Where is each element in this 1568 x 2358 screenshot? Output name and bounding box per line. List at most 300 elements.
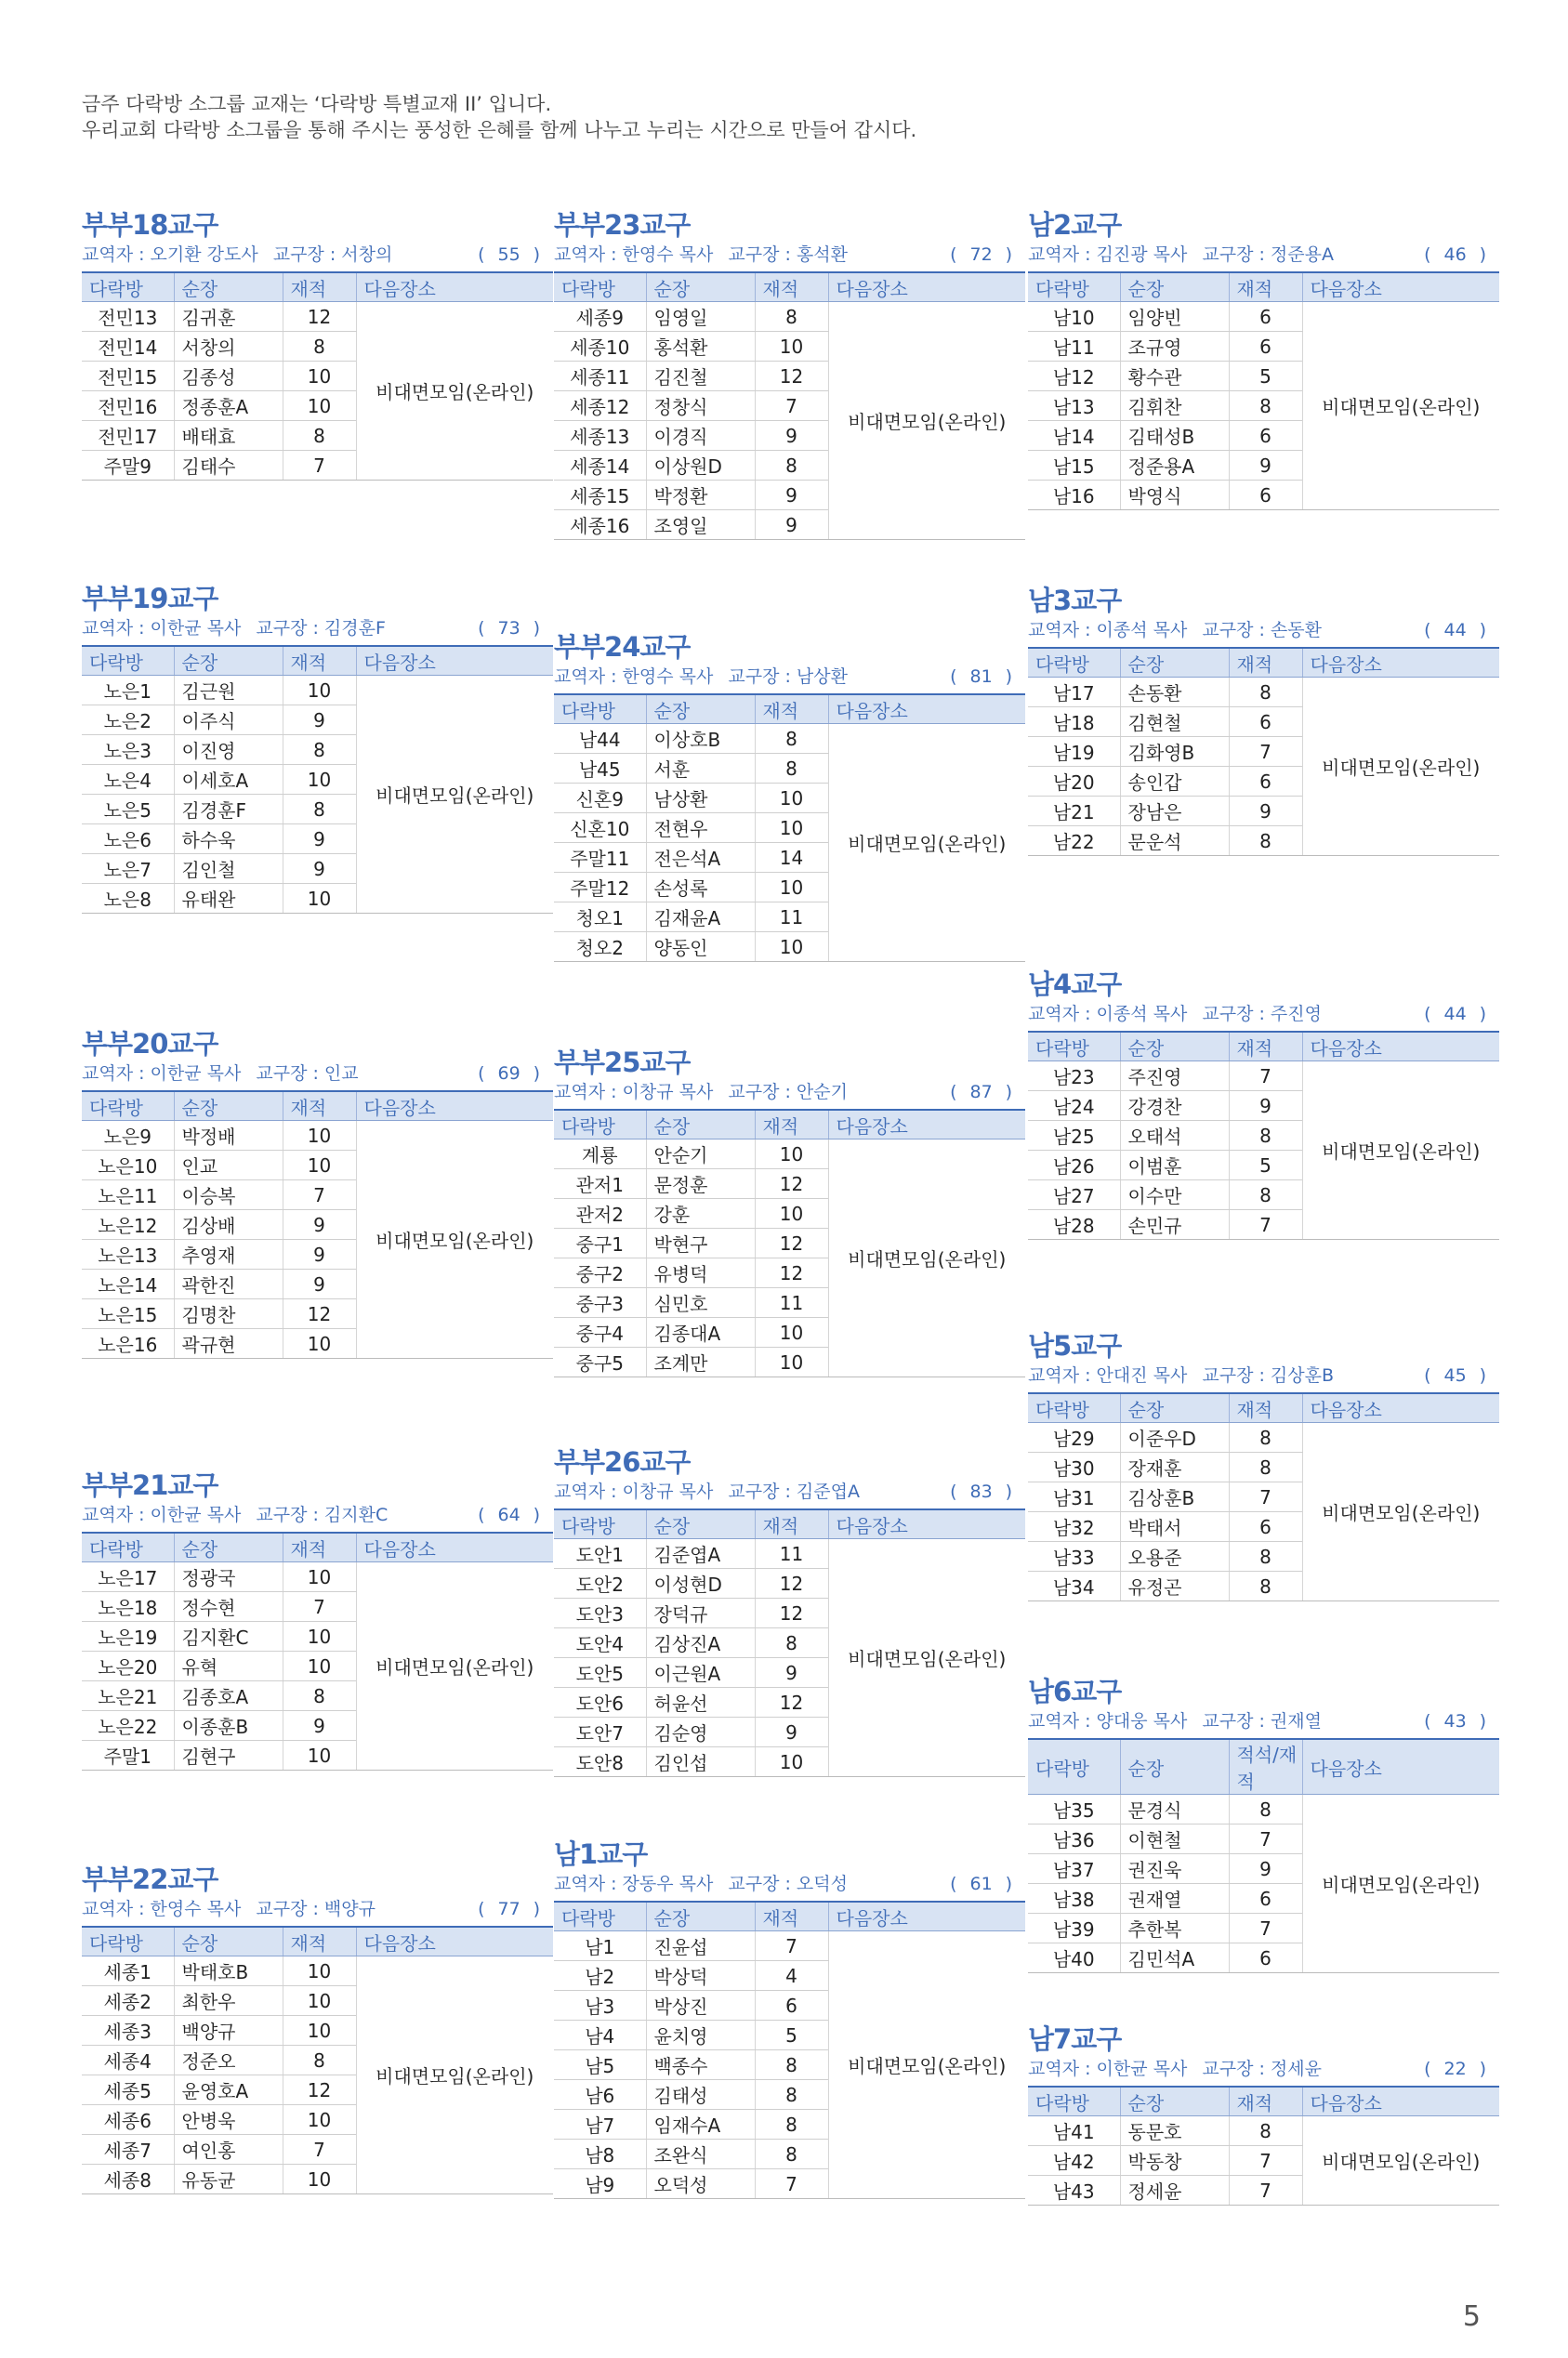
leader-cell: 유정곤: [1120, 1572, 1229, 1601]
district-title: 남7교구: [1028, 2023, 1122, 2055]
header-leader: 순장: [174, 272, 283, 302]
leader-label: 교구장 :: [728, 1482, 797, 1502]
group-name: 남43: [1028, 2176, 1120, 2206]
leader-cell: 김진철: [646, 362, 755, 391]
next-place: 비대면모임(온라인): [356, 1562, 553, 1771]
header-members: 적석/재적: [1229, 1739, 1302, 1795]
members-cell: 10: [283, 1151, 356, 1180]
members-cell: 8: [1229, 1572, 1302, 1601]
pastor-name: 이한균 목사: [150, 1505, 242, 1525]
group-name: 세종7: [82, 2135, 174, 2165]
leader-name: 김준엽A: [796, 1482, 860, 1502]
group-name: 세종2: [82, 1986, 174, 2016]
table-header-row: [82, 1533, 553, 1562]
header-leader: 순장: [174, 1533, 283, 1562]
leader-cell: 남상환: [646, 784, 755, 813]
members-cell: 10: [755, 813, 828, 843]
group-name: 남30: [1028, 1453, 1120, 1482]
count-value: 45: [1443, 1365, 1467, 1386]
group-name: 도안4: [554, 1628, 646, 1658]
count-value: 64: [497, 1505, 520, 1525]
count-close-paren: ): [1005, 666, 1012, 687]
members-cell: 10: [283, 2165, 356, 2194]
group-name: 남10: [1028, 302, 1120, 332]
next-place: 비대면모임(온라인): [1302, 678, 1499, 856]
leader-cell: 정종훈A: [174, 391, 283, 421]
count-open-paren: (: [1424, 244, 1431, 265]
group-name: 남16: [1028, 481, 1120, 510]
members-cell: 7: [1229, 737, 1302, 767]
table-header-row: [82, 646, 553, 676]
header-place: 다음장소: [828, 1509, 1025, 1539]
district-table: [1028, 271, 1499, 510]
member-count: [950, 242, 1012, 268]
leader-cell: 박상진: [646, 1991, 755, 2021]
group-name: 세종4: [82, 2046, 174, 2075]
group-name: 중구3: [554, 1288, 646, 1318]
group-name: 중구4: [554, 1318, 646, 1348]
count-open-paren: (: [950, 244, 957, 265]
district-title: 부부21교구: [82, 1469, 218, 1501]
district-title: 남6교구: [1028, 1676, 1122, 1707]
pastor-label: 교역자 :: [82, 1505, 151, 1525]
header-place: 다음장소: [828, 1902, 1025, 1931]
table-header-row: [1028, 1032, 1499, 1061]
table-header-row: [554, 1110, 1025, 1139]
next-place: 비대면모임(온라인): [828, 1139, 1025, 1377]
leader-cell: 조규영: [1120, 332, 1229, 362]
pastor-name: 장동우 목사: [622, 1874, 714, 1894]
pastor-name: 이한균 목사: [150, 1063, 242, 1084]
district-table: [82, 1926, 553, 2194]
count-close-paren: ): [1479, 1711, 1486, 1732]
group-name: 남28: [1028, 1210, 1120, 1240]
members-cell: 8: [1229, 391, 1302, 421]
group-name: 세종1: [82, 1956, 174, 1986]
group-name: 남36: [1028, 1824, 1120, 1854]
count-close-paren: ): [1479, 1004, 1486, 1024]
pastor-name: 안대진 목사: [1096, 1365, 1188, 1386]
members-cell: 10: [283, 1986, 356, 2016]
district-meta: [554, 242, 1025, 268]
leader-cell: 곽규현: [174, 1329, 283, 1359]
header-group: 다락방: [82, 1533, 174, 1562]
leader-cell: 박정환: [646, 481, 755, 510]
members-cell: 12: [283, 2075, 356, 2105]
group-name: 도안5: [554, 1658, 646, 1688]
leader-cell: 전현우: [646, 813, 755, 843]
group-name: 주말1: [82, 1741, 174, 1771]
count-value: 22: [1443, 2059, 1467, 2079]
leader-cell: 김태성: [646, 2080, 755, 2110]
group-name: 남5: [554, 2050, 646, 2080]
group-name: 남34: [1028, 1572, 1120, 1601]
group-name: 노은7: [82, 854, 174, 884]
members-cell: 11: [755, 902, 828, 932]
members-cell: 8: [755, 2080, 828, 2110]
group-name: 신혼10: [554, 813, 646, 843]
district-meta: [1028, 617, 1499, 643]
pastor-label: 교역자 :: [1028, 244, 1097, 265]
members-cell: 7: [1229, 2146, 1302, 2176]
members-cell: 7: [755, 2169, 828, 2199]
district-table: [1028, 1738, 1499, 1973]
count-open-paren: (: [478, 244, 485, 265]
leader-label: 교구장 :: [256, 1899, 324, 1919]
header-group: 다락방: [1028, 1393, 1120, 1423]
leader-cell: 심민호: [646, 1288, 755, 1318]
group-name: 세종10: [554, 332, 646, 362]
intro-line-1: 금주 다락방 소그룹 교재는 ‘다락방 특별교재 II’ 입니다.: [82, 93, 552, 115]
header-members: 재적: [1229, 1393, 1302, 1423]
group-name: 세종11: [554, 362, 646, 391]
leader-cell: 임재수A: [646, 2110, 755, 2140]
count-open-paren: (: [950, 1482, 957, 1502]
district-block: [1028, 1675, 1499, 1973]
header-group: 다락방: [1028, 1032, 1120, 1061]
group-name: 남13: [1028, 391, 1120, 421]
leader-name: 남상환: [796, 666, 848, 687]
pastor-name: 한영수 목사: [622, 666, 714, 687]
leader-label: 교구장 :: [256, 1063, 324, 1084]
pastor-name: 김진광 목사: [1096, 244, 1188, 265]
members-cell: 6: [1229, 1512, 1302, 1542]
header-group: 다락방: [554, 272, 646, 302]
leader-name: 백양규: [323, 1899, 376, 1919]
leader-cell: 하수욱: [174, 824, 283, 854]
member-count: [478, 1502, 540, 1528]
leader-cell: 정세윤: [1120, 2176, 1229, 2206]
group-name: 노은2: [82, 705, 174, 735]
count-value: 43: [1443, 1711, 1467, 1732]
leader-cell: 손동환: [1120, 678, 1229, 707]
members-cell: 6: [1229, 1943, 1302, 1973]
leader-cell: 양동인: [646, 932, 755, 962]
leader-cell: 오태석: [1120, 1121, 1229, 1151]
leader-cell: 조계만: [646, 1348, 755, 1377]
pastor-label: 교역자 :: [1028, 2059, 1097, 2079]
header-group: 다락방: [554, 1902, 646, 1931]
leader-cell: 송인갑: [1120, 767, 1229, 797]
leader-cell: 김인철: [174, 854, 283, 884]
leader-label: 교구장 :: [272, 244, 342, 265]
group-name: 전민15: [82, 362, 174, 391]
member-count: [1424, 242, 1486, 268]
table-row: [1028, 1795, 1499, 1824]
group-name: 남31: [1028, 1482, 1120, 1512]
header-place: 다음장소: [828, 694, 1025, 724]
next-place: 비대면모임(온라인): [356, 1956, 553, 2194]
leader-cell: 권진욱: [1120, 1854, 1229, 1884]
members-cell: 12: [283, 1299, 356, 1329]
next-place: 비대면모임(온라인): [1302, 1061, 1499, 1240]
district-title: 남2교구: [1028, 209, 1122, 241]
leader-cell: 서훈: [646, 754, 755, 784]
members-cell: 10: [283, 1956, 356, 1986]
members-cell: 10: [755, 1348, 828, 1377]
header-leader: 순장: [1120, 1739, 1229, 1795]
members-cell: 9: [1229, 1091, 1302, 1121]
members-cell: 10: [283, 1121, 356, 1151]
header-members: 재적: [1229, 648, 1302, 678]
leader-cell: 이세호A: [174, 765, 283, 795]
district-table: [1028, 1031, 1499, 1240]
group-name: 남20: [1028, 767, 1120, 797]
group-name: 노은8: [82, 884, 174, 914]
leader-cell: 정수현: [174, 1592, 283, 1622]
district-meta: [1028, 1363, 1499, 1389]
member-count: [1424, 617, 1486, 643]
group-name: 남14: [1028, 421, 1120, 451]
leader-cell: 박정배: [174, 1121, 283, 1151]
leader-cell: 이근원A: [646, 1658, 755, 1688]
group-name: 남42: [1028, 2146, 1120, 2176]
header-group: 다락방: [82, 1091, 174, 1121]
leader-cell: 정준오: [174, 2046, 283, 2075]
members-cell: 5: [1229, 1151, 1302, 1180]
group-name: 남19: [1028, 737, 1120, 767]
members-cell: 7: [1229, 1824, 1302, 1854]
members-cell: 7: [283, 2135, 356, 2165]
leader-name: 주진영: [1270, 1004, 1322, 1024]
header-leader: 순장: [1120, 2087, 1229, 2116]
leader-cell: 김상훈B: [1120, 1482, 1229, 1512]
members-cell: 9: [755, 1658, 828, 1688]
member-count: [950, 1079, 1012, 1105]
intro-text: [82, 91, 916, 143]
members-cell: 6: [755, 1991, 828, 2021]
header-leader: 순장: [174, 1091, 283, 1121]
leader-label: 교구장 :: [728, 666, 797, 687]
district-title: 남4교구: [1028, 968, 1122, 1000]
pastor-name: 이한균 목사: [150, 618, 242, 639]
members-cell: 12: [283, 302, 356, 332]
leader-cell: 황수관: [1120, 362, 1229, 391]
header-members: 재적: [1229, 2087, 1302, 2116]
group-name: 노은13: [82, 1240, 174, 1270]
members-cell: 12: [755, 1569, 828, 1599]
next-place: 비대면모임(온라인): [828, 724, 1025, 962]
leader-label: 교구장 :: [728, 244, 797, 265]
count-close-paren: ): [533, 1063, 540, 1084]
pastor-label: 교역자 :: [554, 244, 623, 265]
table-row: [1028, 1061, 1499, 1091]
group-name: 남45: [554, 754, 646, 784]
leader-cell: 김태성B: [1120, 421, 1229, 451]
header-place: 다음장소: [356, 1091, 553, 1121]
members-cell: 9: [283, 1210, 356, 1240]
group-name: 주말11: [554, 843, 646, 873]
member-count: [1424, 1001, 1486, 1027]
leader-name: 정준용A: [1270, 244, 1334, 265]
pastor-name: 한영수 목사: [622, 244, 714, 265]
count-close-paren: ): [533, 618, 540, 639]
group-name: 신혼9: [554, 784, 646, 813]
group-name: 세종5: [82, 2075, 174, 2105]
leader-cell: 추영재: [174, 1240, 283, 1270]
group-name: 전민13: [82, 302, 174, 332]
district-table: [554, 693, 1025, 962]
count-value: 83: [969, 1482, 993, 1502]
header-leader: 순장: [646, 1902, 755, 1931]
group-name: 중구5: [554, 1348, 646, 1377]
district-meta: [82, 1896, 553, 1922]
district-block: [554, 630, 1025, 962]
group-name: 남23: [1028, 1061, 1120, 1091]
leader-cell: 이범훈: [1120, 1151, 1229, 1180]
members-cell: 8: [755, 724, 828, 754]
members-cell: 10: [283, 2016, 356, 2046]
district-meta: [82, 615, 553, 641]
members-cell: 11: [755, 1539, 828, 1569]
pastor-label: 교역자 :: [554, 1874, 623, 1894]
leader-cell: 이성현D: [646, 1569, 755, 1599]
header-place: 다음장소: [1302, 2087, 1499, 2116]
leader-cell: 장덕규: [646, 1599, 755, 1628]
next-place: 비대면모임(온라인): [356, 302, 553, 481]
group-name: 남27: [1028, 1180, 1120, 1210]
count-value: 44: [1443, 1004, 1467, 1024]
leader-cell: 박상덕: [646, 1961, 755, 1991]
leader-label: 교구장 :: [1202, 2059, 1271, 2079]
members-cell: 8: [755, 2050, 828, 2080]
group-name: 노은11: [82, 1180, 174, 1210]
header-place: 다음장소: [1302, 1739, 1499, 1795]
group-name: 주말9: [82, 451, 174, 481]
header-group: 다락방: [554, 1110, 646, 1139]
members-cell: 10: [283, 391, 356, 421]
header-leader: 순장: [174, 1927, 283, 1956]
members-cell: 9: [283, 824, 356, 854]
header-leader: 순장: [1120, 272, 1229, 302]
leader-cell: 이준우D: [1120, 1423, 1229, 1453]
leader-cell: 이수만: [1120, 1180, 1229, 1210]
leader-cell: 안병욱: [174, 2105, 283, 2135]
members-cell: 10: [755, 1318, 828, 1348]
group-name: 세종12: [554, 391, 646, 421]
count-close-paren: ): [1479, 620, 1486, 640]
leader-cell: 김상배: [174, 1210, 283, 1240]
district-meta: [82, 242, 553, 268]
leader-cell: 박태호B: [174, 1956, 283, 1986]
leader-cell: 추한복: [1120, 1914, 1229, 1943]
leader-cell: 김근원: [174, 676, 283, 705]
group-name: 관저1: [554, 1169, 646, 1199]
header-group: 다락방: [554, 694, 646, 724]
intro-line-2: 우리교회 다락방 소그룹을 통해 주시는 풍성한 은혜를 함께 나누고 누리는 시간으로 만들어 갑시다.: [82, 119, 917, 141]
district-meta: [554, 664, 1025, 690]
members-cell: 7: [755, 1931, 828, 1961]
members-cell: 10: [755, 332, 828, 362]
group-name: 세종16: [554, 510, 646, 540]
header-group: 다락방: [1028, 648, 1120, 678]
group-name: 전민14: [82, 332, 174, 362]
group-name: 남29: [1028, 1423, 1120, 1453]
members-cell: 5: [1229, 362, 1302, 391]
group-name: 도안3: [554, 1599, 646, 1628]
table-header-row: [1028, 1739, 1499, 1795]
group-name: 남1: [554, 1931, 646, 1961]
count-value: 55: [497, 244, 520, 265]
member-count: [950, 1479, 1012, 1505]
members-cell: 8: [755, 754, 828, 784]
group-name: 남11: [1028, 332, 1120, 362]
members-cell: 10: [283, 884, 356, 914]
district-meta: [82, 1060, 553, 1087]
pastor-label: 교역자 :: [82, 1899, 151, 1919]
leader-cell: 이현철: [1120, 1824, 1229, 1854]
leader-cell: 문정훈: [646, 1169, 755, 1199]
group-name: 중구2: [554, 1258, 646, 1288]
group-name: 도안1: [554, 1539, 646, 1569]
group-name: 남22: [1028, 826, 1120, 856]
group-name: 남15: [1028, 451, 1120, 481]
members-cell: 8: [755, 302, 828, 332]
group-name: 청오1: [554, 902, 646, 932]
header-members: 재적: [1229, 1032, 1302, 1061]
header-group: 다락방: [82, 1927, 174, 1956]
next-place: 비대면모임(온라인): [356, 676, 553, 914]
group-name: 남32: [1028, 1512, 1120, 1542]
count-open-paren: (: [478, 1505, 485, 1525]
members-cell: 8: [1229, 826, 1302, 856]
leader-cell: 정준용A: [1120, 451, 1229, 481]
district-block: [82, 582, 553, 914]
members-cell: 6: [1229, 1884, 1302, 1914]
group-name: 도안8: [554, 1747, 646, 1777]
leader-cell: 이경직: [646, 421, 755, 451]
next-place: 비대면모임(온라인): [1302, 302, 1499, 510]
header-leader: 순장: [174, 646, 283, 676]
header-group: 다락방: [1028, 2087, 1120, 2116]
table-row: [554, 724, 1025, 754]
group-name: 남37: [1028, 1854, 1120, 1884]
leader-label: 교구장 :: [1202, 1004, 1271, 1024]
leader-label: 교구장 :: [1202, 620, 1271, 640]
group-name: 세종14: [554, 451, 646, 481]
members-cell: 7: [755, 391, 828, 421]
header-place: 다음장소: [356, 272, 553, 302]
members-cell: 10: [283, 765, 356, 795]
leader-cell: 서창의: [174, 332, 283, 362]
header-leader: 순장: [646, 1110, 755, 1139]
header-place: 다음장소: [828, 272, 1025, 302]
count-open-paren: (: [1424, 1004, 1431, 1024]
district-meta: [82, 1502, 553, 1528]
district-table: [82, 1090, 553, 1359]
district-block: [554, 208, 1025, 540]
district-title: 남5교구: [1028, 1330, 1122, 1362]
leader-cell: 박현구: [646, 1229, 755, 1258]
members-cell: 10: [755, 1139, 828, 1169]
members-cell: 8: [1229, 1453, 1302, 1482]
leader-cell: 배태효: [174, 421, 283, 451]
district-table: [554, 1109, 1025, 1377]
member-count: [1424, 1708, 1486, 1734]
header-place: 다음장소: [828, 1110, 1025, 1139]
count-open-paren: (: [1424, 2059, 1431, 2079]
district-table: [1028, 1392, 1499, 1601]
group-name: 남40: [1028, 1943, 1120, 1973]
members-cell: 12: [755, 1599, 828, 1628]
leader-cell: 유병덕: [646, 1258, 755, 1288]
header-members: 재적: [283, 646, 356, 676]
header-members: 재적: [755, 1110, 828, 1139]
members-cell: 4: [755, 1961, 828, 1991]
district-title: 부부26교구: [554, 1446, 691, 1478]
group-name: 노은10: [82, 1151, 174, 1180]
leader-cell: 여인홍: [174, 2135, 283, 2165]
